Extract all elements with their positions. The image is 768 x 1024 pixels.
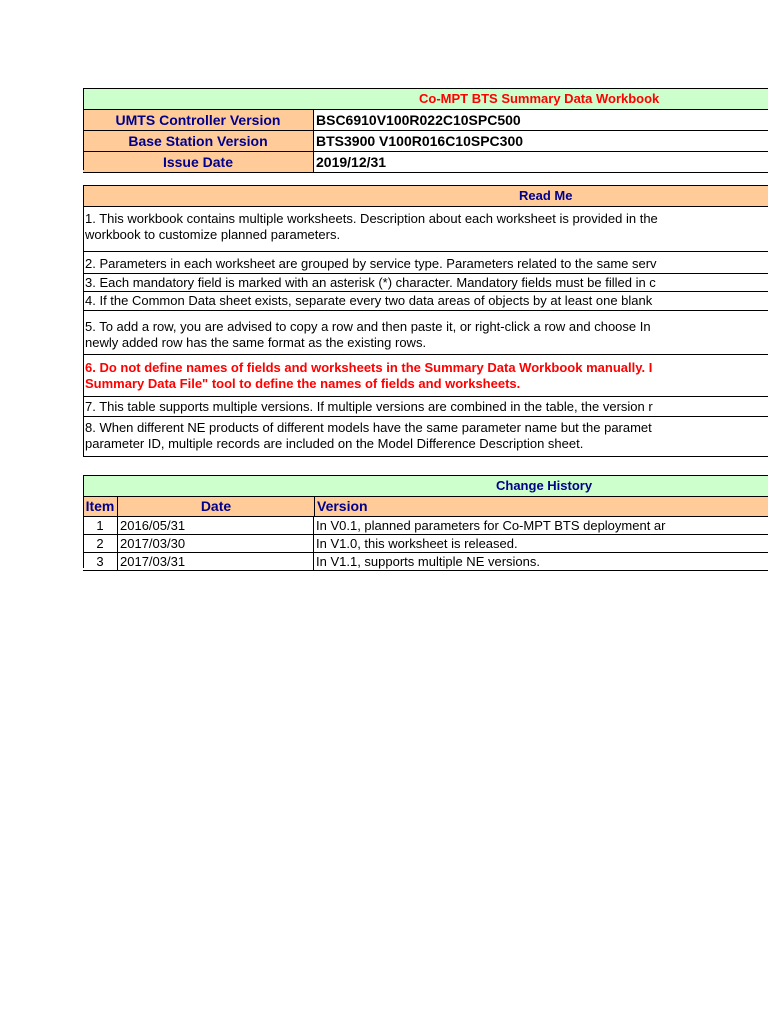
readme-item-3[interactable]: 3. Each mandatory field is marked with an asterisk (*) character. Mandatory fields must be filled in c: [83, 274, 768, 292]
column-header-item: Item: [83, 497, 118, 516]
row-item: 3: [83, 553, 118, 570]
row-version: In V0.1, planned parameters for Co-MPT BTS deployment ar: [316, 518, 666, 533]
column-header-version: Version: [317, 498, 368, 514]
row-date: 2017/03/31: [118, 553, 314, 570]
change-history-header: [83, 475, 768, 497]
row-date: 2016/05/31: [118, 517, 314, 534]
change-history-columns: [83, 497, 768, 517]
readme-title: Read Me: [519, 188, 573, 203]
issue-date-value[interactable]: 2019/12/31: [316, 154, 387, 170]
row-version: In V1.1, supports multiple NE versions.: [316, 554, 540, 569]
change-history-title: Change History: [496, 478, 593, 493]
workbook-title-row: [83, 88, 768, 110]
controller-version-label: UMTS Controller Version: [83, 110, 314, 130]
workbook-title: Co-MPT BTS Summary Data Workbook: [419, 91, 660, 106]
issue-date-row: [83, 152, 768, 173]
table-row[interactable]: [83, 535, 768, 553]
column-header-date: Date: [118, 497, 315, 516]
readme-item-7[interactable]: 7. This table supports multiple versions. If multiple versions are combined in the table, the version r: [83, 397, 768, 417]
readme-header: [83, 185, 768, 207]
row-item: 2: [83, 535, 118, 552]
controller-version-value[interactable]: BSC6910V100R022C10SPC500: [316, 112, 521, 128]
readme-item-8[interactable]: 8. When different NE products of different models have the same parameter name but the paramet parameter ID, multiple records are included on the Model Difference Description sheet.: [83, 417, 768, 457]
workbook-header: [83, 88, 768, 173]
base-station-version-label: Base Station Version: [83, 131, 314, 151]
row-date: 2017/03/30: [118, 535, 314, 552]
readme-item-1[interactable]: 1. This workbook contains multiple worksheets. Description about each worksheet is provided in the workbook to customize planned parameters.: [83, 207, 768, 252]
row-item: 1: [83, 517, 118, 534]
issue-date-label: Issue Date: [83, 152, 314, 172]
base-station-version-value[interactable]: BTS3900 V100R016C10SPC300: [316, 133, 524, 149]
readme-item-5[interactable]: 5. To add a row, you are advised to copy a row and then paste it, or right-click a row and choose In newly added row has the same format as the existing rows.: [83, 311, 768, 355]
readme-item-6[interactable]: 6. Do not define names of fields and worksheets in the Summary Data Workbook manually. I Summary Data File" tool to define the names of fields and worksheets.: [83, 355, 768, 397]
base-station-version-row: [83, 131, 768, 152]
table-row[interactable]: [83, 517, 768, 535]
controller-version-row: [83, 110, 768, 131]
row-version: In V1.0, this worksheet is released.: [316, 536, 518, 551]
readme-item-4[interactable]: 4. If the Common Data sheet exists, separate every two data areas of objects by at least one blank: [83, 292, 768, 311]
change-history-section: [83, 475, 768, 571]
readme-section: [83, 185, 768, 457]
readme-item-2[interactable]: 2. Parameters in each worksheet are grouped by service type. Parameters related to the same serv: [83, 252, 768, 274]
table-row[interactable]: [83, 553, 768, 571]
